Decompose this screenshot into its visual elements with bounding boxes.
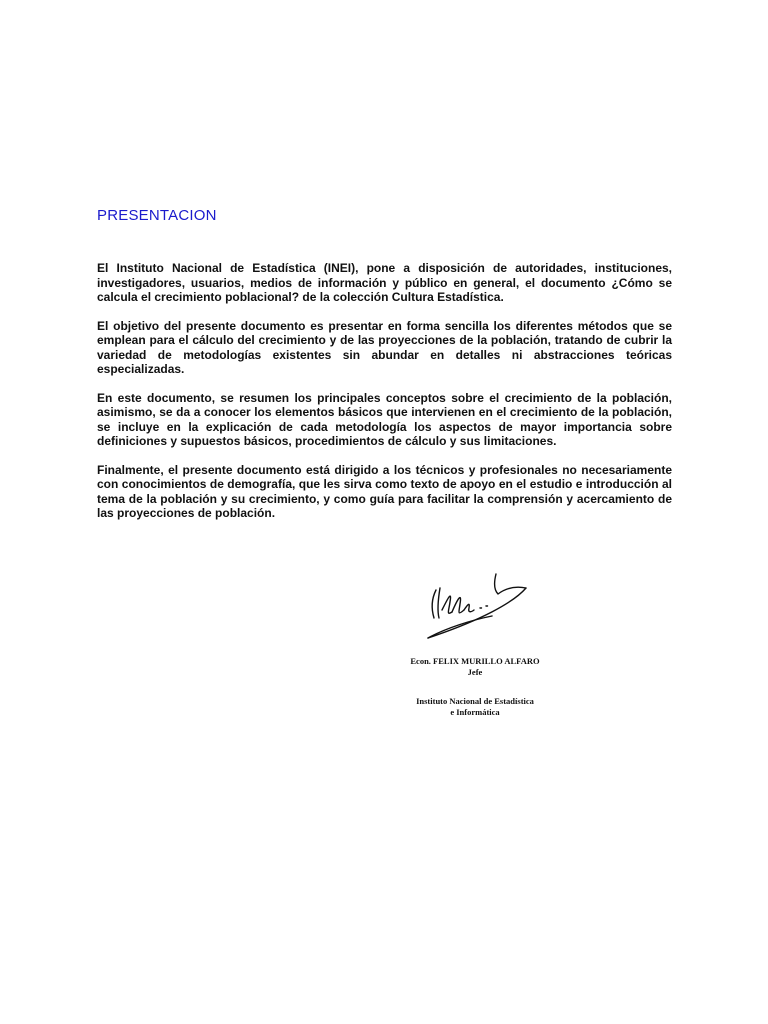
page-title: PRESENTACION bbox=[97, 207, 217, 224]
institution-line-2: e Informática bbox=[450, 706, 500, 717]
signer-block bbox=[360, 656, 590, 677]
institution-line-1: Instituto Nacional de Estadística bbox=[416, 696, 534, 706]
paragraph-audience: Finalmente, el presente documento está dirigido a los técnicos y profesionales no necesariamente con conocimientos de demografía, que les sirva como texto de apoyo en el estudio e introducción al tema de la población y su crecimiento, y como guía para facilitar la comprensión y acercamiento de las proyecciones de población. bbox=[97, 462, 672, 520]
presentation-body bbox=[97, 261, 672, 535]
signer-title: Jefe bbox=[467, 666, 483, 677]
paragraph-summary: En este documento, se resumen los principales conceptos sobre el crecimiento de la población, asimismo, se da a conocer los elementos básicos que intervienen en el crecimiento de la población, se incluye en la explicación de cada metodología los aspectos de mayor importancia sobre definiciones y supuestos básicos, procedimientos de cálculo y sus limitaciones. bbox=[97, 390, 672, 448]
paragraph-objective: El objetivo del presente documento es presentar en forma sencilla los diferentes métodos que se emplean para el cálculo del crecimiento y de las proyecciones de la población, tratando de cubrir la variedad de metodologías existentes sin abundar en detalles ni abstracciones teóricas especializadas. bbox=[97, 318, 672, 376]
institution-block bbox=[360, 696, 590, 717]
paragraph-intro: El Instituto Nacional de Estadística (INEI), pone a disposición de autoridades, instituciones, investigadores, usuarios, medios de información y público en general, el documento ¿Cómo se calcula el crecimiento poblacional? de la colección Cultura Estadística. bbox=[97, 261, 672, 304]
signer-name: Econ. FELIX MURILLO ALFARO bbox=[410, 656, 540, 666]
handwritten-signature-icon bbox=[422, 568, 534, 642]
